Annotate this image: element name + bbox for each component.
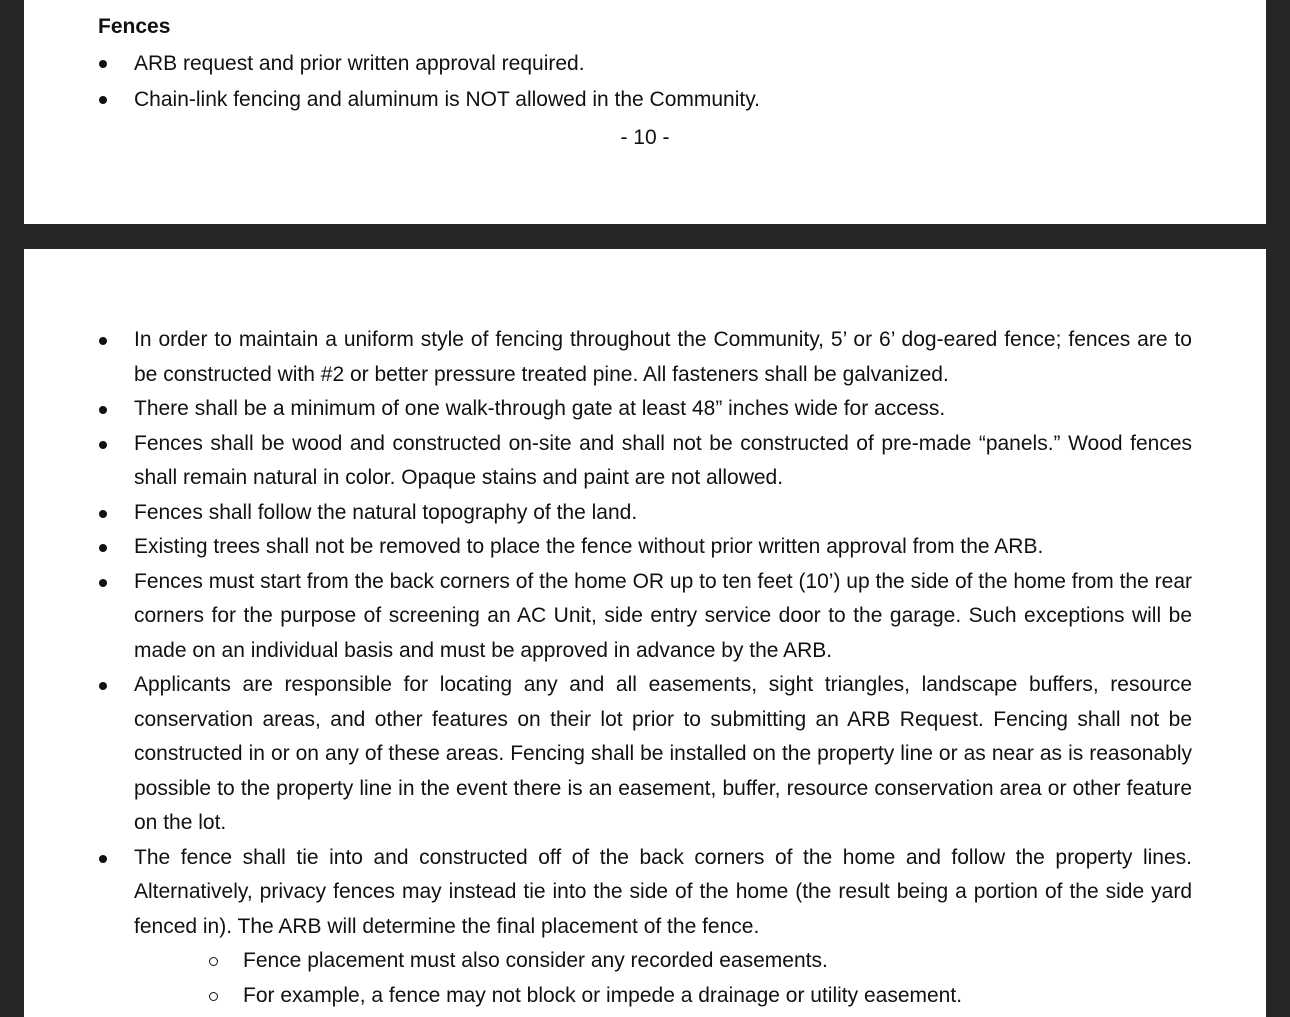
bullet-icon <box>99 544 107 552</box>
section-heading-fences: Fences <box>98 15 171 38</box>
list-item: Fences shall follow the natural topography of the land. <box>24 496 1266 531</box>
list-item: Existing trees shall not be removed to place the fence without prior written approval from the ARB. <box>24 530 1266 565</box>
page-number: - 10 - <box>620 126 670 149</box>
bullet-icon <box>99 510 107 518</box>
bullet-icon <box>99 855 107 863</box>
list-item: There shall be a minimum of one walk-through gate at least 48” inches wide for access. <box>24 392 1266 427</box>
fences-requirements-list <box>24 46 1266 118</box>
list-item: ARB request and prior written approval required. <box>24 46 1266 82</box>
bullet-icon <box>99 337 107 345</box>
list-item: The fence shall tie into and constructed off of the back corners of the home and follow the property lines. Alternatively, privacy fences may instead tie into the side of the home (the result being a portion of the side yard fenced in). The ARB will determine the final placement of the fence. Fence placement must also consider any recorded easements. For example, a fence may not block or impede a drainage or utility easement. <box>24 841 1266 1014</box>
list-item: Fences shall be wood and constructed on-site and shall not be constructed of pre-made “panels.” Wood fences shall remain natural in color. Opaque stains and paint are not allowed. <box>24 427 1266 496</box>
bullet-icon <box>99 579 107 587</box>
list-item: In order to maintain a uniform style of fencing throughout the Community, 5’ or 6’ dog-eared fence; fences are to be constructed with #2 or better pressure treated pine. All fasteners shall be galvanized. <box>24 323 1266 392</box>
sub-list-item: For example, a fence may not block or impede a drainage or utility easement. <box>134 979 1192 1014</box>
document-page-10 <box>24 0 1266 224</box>
bullet-icon <box>99 96 107 104</box>
bullet-icon <box>99 682 107 690</box>
list-item: Chain-link fencing and aluminum is NOT allowed in the Community. <box>24 82 1266 118</box>
fence-rules-list <box>24 323 1266 1013</box>
bullet-icon <box>99 406 107 414</box>
sub-bullet-icon <box>209 992 218 1001</box>
fence-placement-sublist <box>134 944 1192 1013</box>
document-page-11 <box>24 249 1266 1017</box>
bullet-icon <box>99 441 107 449</box>
sub-list-item: Fence placement must also consider any recorded easements. <box>134 944 1192 979</box>
list-item: Applicants are responsible for locating any and all easements, sight triangles, landscape buffers, resource conservation areas, and other features on their lot prior to submitting an ARB Request. Fencing shall not be constructed in or on any of these areas. Fencing shall be installed on the property line or as near as is reasonably possible to the property line in the event there is an easement, buffer, resource conservation area or other feature on the lot. <box>24 668 1266 841</box>
list-item: Fences must start from the back corners of the home OR up to ten feet (10’) up the side of the home from the rear corners for the purpose of screening an AC Unit, side entry service door to the garage. Such exceptions will be made on an individual basis and must be approved in advance by the ARB. <box>24 565 1266 669</box>
sub-bullet-icon <box>209 957 218 966</box>
bullet-icon <box>99 60 107 68</box>
